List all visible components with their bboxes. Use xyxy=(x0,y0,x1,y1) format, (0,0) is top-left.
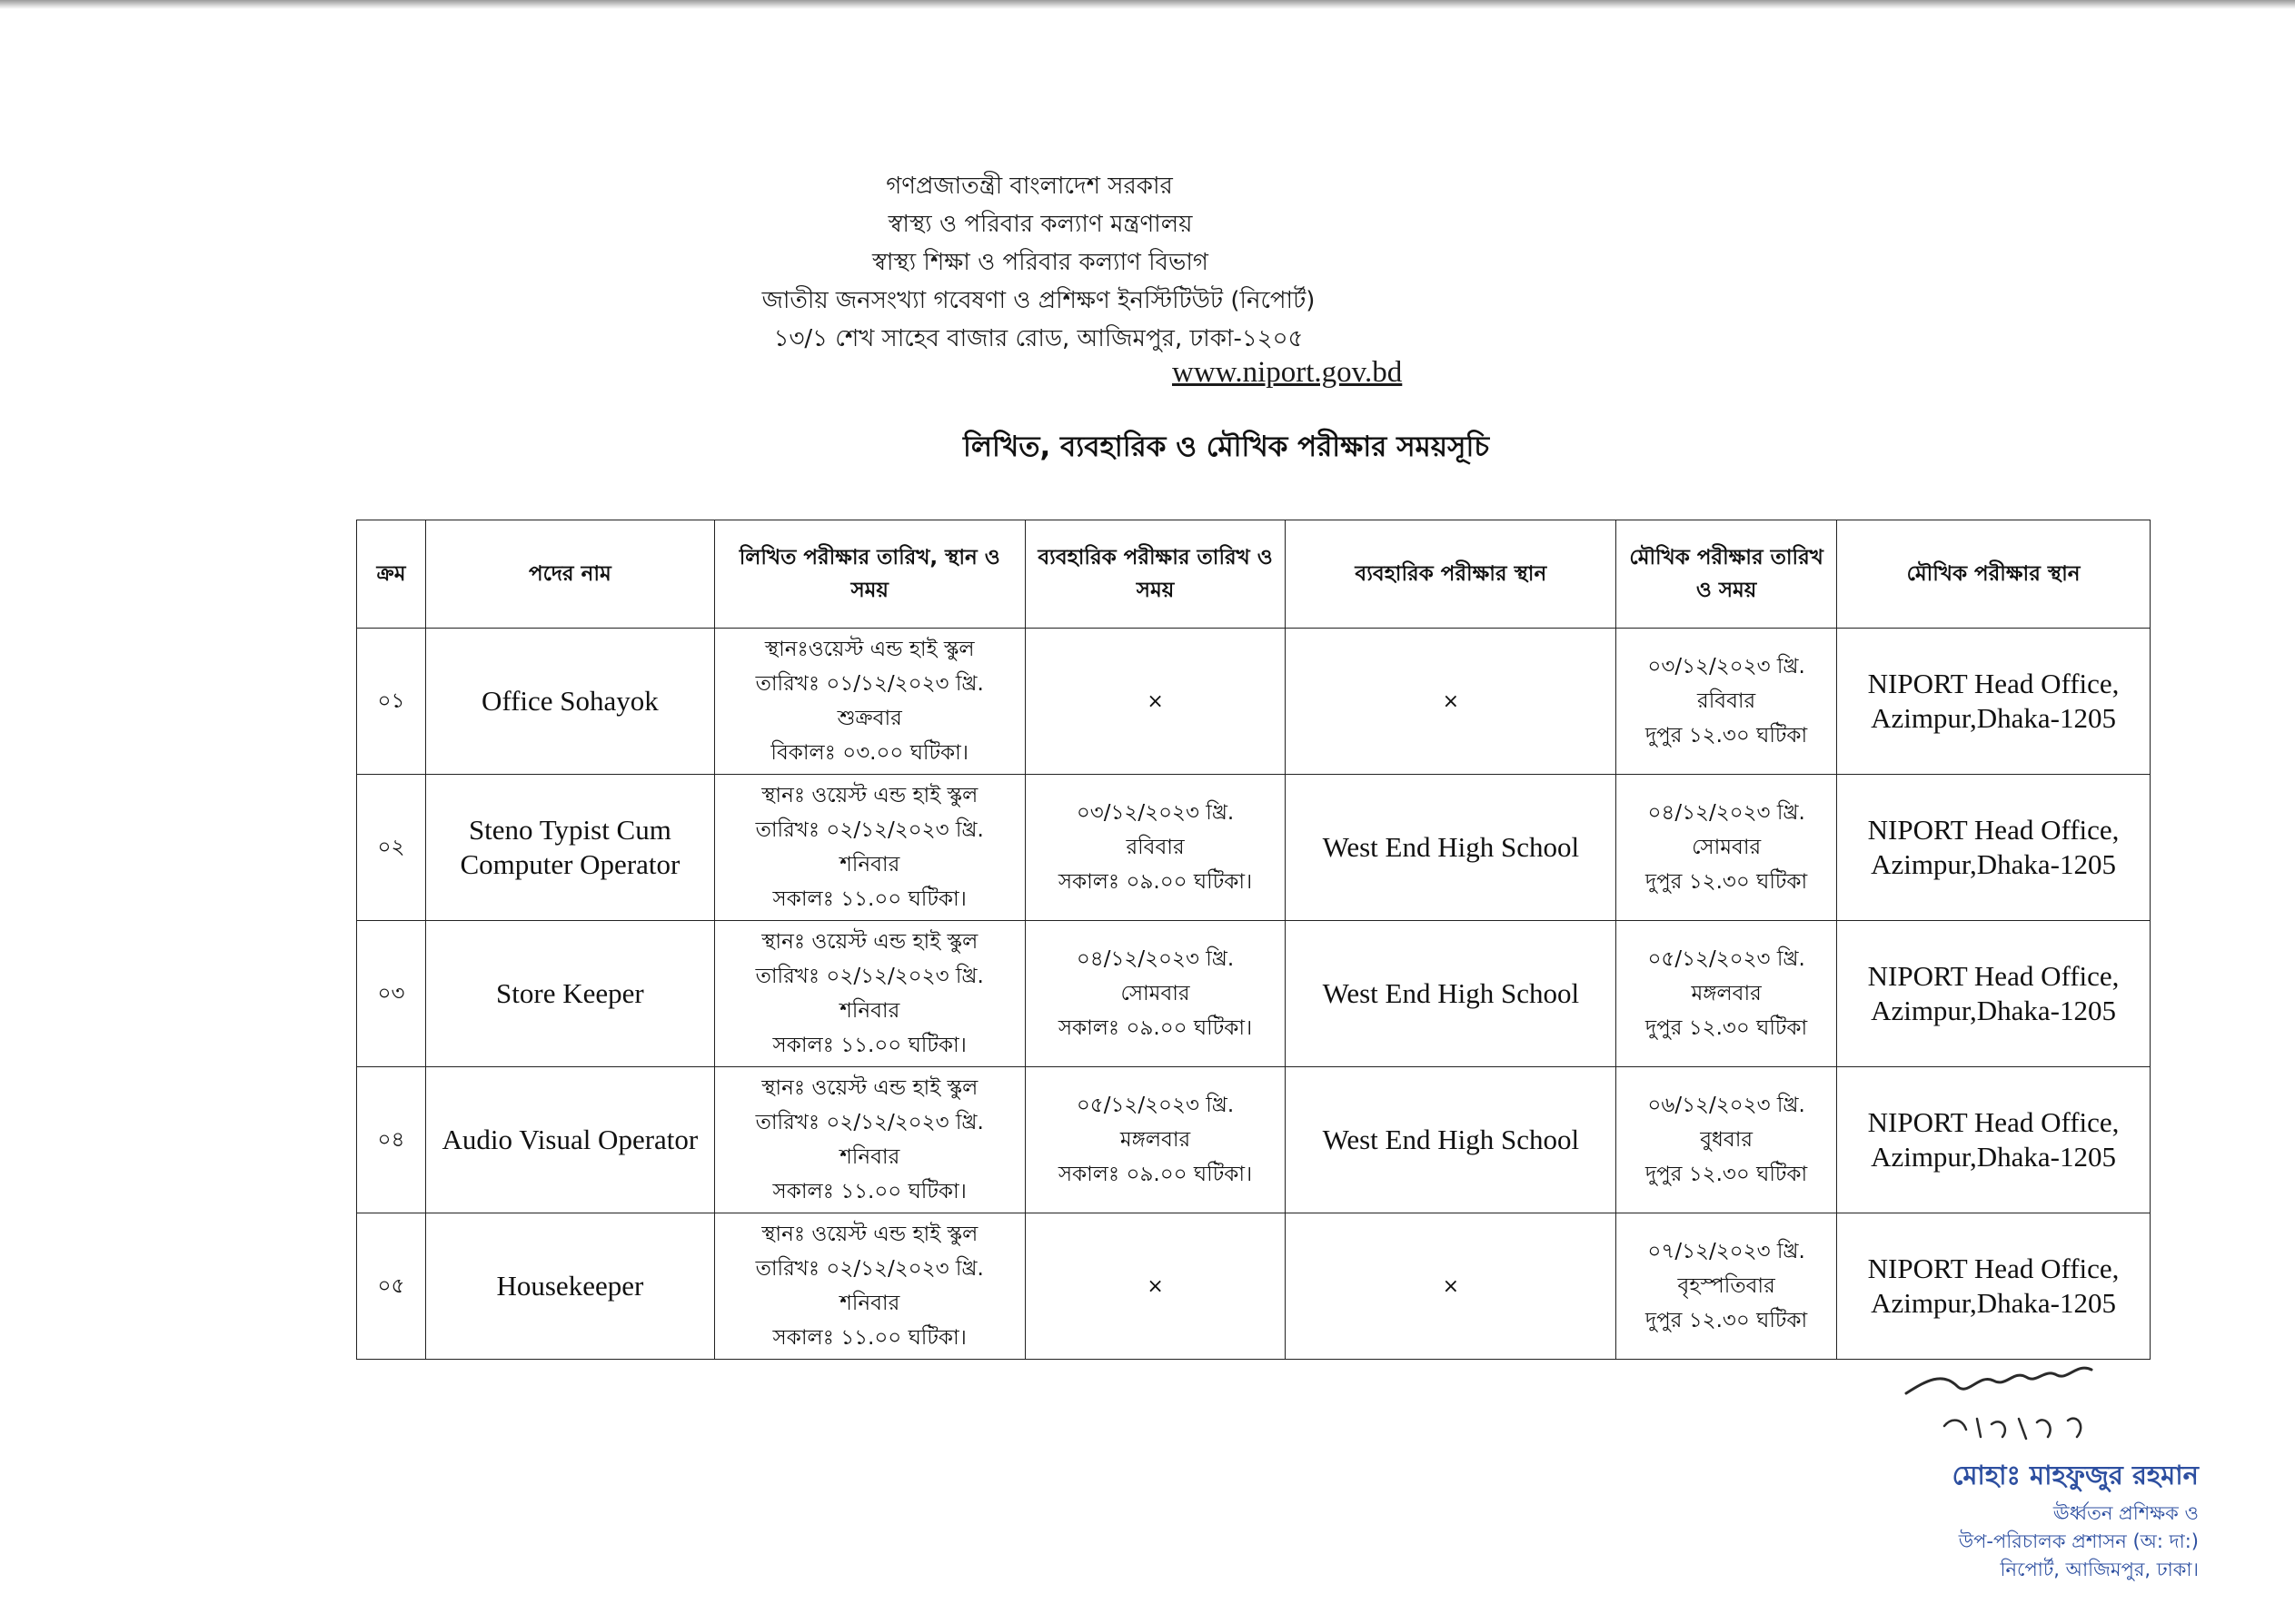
cell-written xyxy=(714,775,1025,921)
table-row xyxy=(357,775,2151,921)
cell-viva-venue xyxy=(1837,921,2151,1067)
viva-time: দুপুর ১২.৩০ ঘটিকা xyxy=(1645,1016,1808,1040)
cell-serial: ০১ xyxy=(357,629,426,775)
officer-title-2: উপ-পরিচালক প্রশাসন (অ: দা:) xyxy=(1958,1530,2199,1552)
practical-day: মঙ্গলবার xyxy=(1119,1128,1191,1152)
cell-written xyxy=(714,1213,1025,1360)
viva-venue-line2: Azimpur,Dhaka-1205 xyxy=(1871,702,2116,734)
col-header-viva-date: মৌখিক পরীক্ষার তারিখ ও সময় xyxy=(1616,520,1837,629)
cell-practical-venue: West End High School xyxy=(1286,921,1616,1067)
cell-viva-venue xyxy=(1837,1213,2151,1360)
cell-written xyxy=(714,1067,1025,1213)
col-header-practical-venue: ব্যবহারিক পরীক্ষার স্থান xyxy=(1286,520,1616,629)
written-day: শনিবার xyxy=(840,999,900,1023)
cell-written xyxy=(714,629,1025,775)
cell-post: Office Sohayok xyxy=(425,629,714,775)
cell-viva-date xyxy=(1616,921,1837,1067)
practical-date: ০৫/১২/২০২৩ খ্রি. xyxy=(1076,1094,1235,1117)
cell-viva-date xyxy=(1616,775,1837,921)
viva-venue-line2: Azimpur,Dhaka-1205 xyxy=(1871,848,2116,880)
written-date: তারিখঃ ০২/১২/২০২৩ খ্রি. xyxy=(755,1111,984,1134)
viva-day: বৃহস্পতিবার xyxy=(1677,1274,1775,1298)
written-time: সকালঃ ১১.০০ ঘটিকা। xyxy=(772,1180,967,1203)
written-time: সকালঃ ১১.০০ ঘটিকা। xyxy=(772,1034,967,1057)
cell-serial: ০৩ xyxy=(357,921,426,1067)
viva-date: ০৫/১২/২০২৩ খ্রি. xyxy=(1647,947,1805,971)
website-link[interactable]: www.niport.gov.bd xyxy=(1172,356,1403,389)
written-day: শনিবার xyxy=(840,1145,900,1169)
written-time: সকালঃ ১১.০০ ঘটিকা। xyxy=(772,887,967,911)
written-day: শনিবার xyxy=(840,853,900,876)
officer-title-1: ঊর্ধ্বতন প্রশিক্ষক ও xyxy=(2052,1502,2199,1524)
viva-venue-line1: NIPORT Head Office, xyxy=(1867,1106,2120,1138)
header-address: ১৩/১ শেখ সাহেব বাজার রোড, আজিমপুর, ঢাকা-১২০৫ xyxy=(773,325,1304,352)
practical-day: সোমবার xyxy=(1120,982,1190,1005)
viva-venue-line1: NIPORT Head Office, xyxy=(1867,1253,2120,1284)
col-header-serial: ক্রম xyxy=(357,520,426,629)
written-date: তারিখঃ ০২/১২/২০২৩ খ্রি. xyxy=(755,965,984,988)
cell-viva-date xyxy=(1616,1067,1837,1213)
viva-day: বুধবার xyxy=(1700,1128,1754,1152)
viva-time: দুপুর ১২.৩০ ঘটিকা xyxy=(1645,1163,1808,1186)
written-day: শুক্রবার xyxy=(837,707,902,730)
cell-viva-venue xyxy=(1837,629,2151,775)
cell-written xyxy=(714,921,1025,1067)
cell-serial: ০৪ xyxy=(357,1067,426,1213)
col-header-viva-venue: মৌখিক পরীক্ষার স্থান xyxy=(1837,520,2151,629)
viva-venue-line2: Azimpur,Dhaka-1205 xyxy=(1871,1141,2116,1173)
practical-date: ০৪/১২/২০২৩ খ্রি. xyxy=(1076,947,1235,971)
cell-viva-date xyxy=(1616,1213,1837,1360)
written-venue: স্থানঃ ওয়েস্ট এন্ড হাই স্কুল xyxy=(761,1223,979,1246)
cell-post: Store Keeper xyxy=(425,921,714,1067)
written-venue: স্থানঃ ওয়েস্ট এন্ড হাই স্কুল xyxy=(761,784,979,807)
cell-serial: ০৫ xyxy=(357,1213,426,1360)
scan-edge xyxy=(0,0,2295,9)
cell-practical-date xyxy=(1025,1067,1286,1213)
cell-practical-venue: × xyxy=(1286,629,1616,775)
viva-venue-line1: NIPORT Head Office, xyxy=(1867,814,2120,846)
viva-time: দুপুর ১২.৩০ ঘটিকা xyxy=(1645,724,1808,748)
written-venue: স্থানঃওয়েস্ট এন্ড হাই স্কুল xyxy=(764,638,975,661)
viva-day: রবিবার xyxy=(1697,689,1756,713)
viva-venue-line2: Azimpur,Dhaka-1205 xyxy=(1871,995,2116,1026)
header-division: স্বাস্থ্য শিক্ষা ও পরিবার কল্যাণ বিভাগ xyxy=(872,249,1208,276)
viva-date: ০৬/১২/২০২৩ খ্রি. xyxy=(1647,1094,1805,1117)
table-row xyxy=(357,629,2151,775)
practical-time: সকালঃ ০৯.০০ ঘটিকা। xyxy=(1058,1016,1253,1040)
cell-practical-venue: West End High School xyxy=(1286,775,1616,921)
cell-practical-date: × xyxy=(1025,629,1286,775)
handwritten-signature xyxy=(1890,1353,2126,1453)
cell-viva-venue xyxy=(1837,1067,2151,1213)
written-venue: স্থানঃ ওয়েস্ট এন্ড হাই স্কুল xyxy=(761,930,979,954)
practical-time: সকালঃ ০৯.০০ ঘটিকা। xyxy=(1058,1163,1253,1186)
cell-viva-venue xyxy=(1837,775,2151,921)
officer-stamp xyxy=(1853,1455,2199,1584)
cell-practical-venue: × xyxy=(1286,1213,1616,1360)
col-header-practical-date: ব্যবহারিক পরীক্ষার তারিখ ও সময় xyxy=(1025,520,1286,629)
table-header-row xyxy=(357,520,2151,629)
cell-practical-date xyxy=(1025,775,1286,921)
table-row xyxy=(357,921,2151,1067)
cell-serial: ০২ xyxy=(357,775,426,921)
viva-time: দুপুর ১২.৩০ ঘটিকা xyxy=(1645,1309,1808,1332)
cell-practical-date xyxy=(1025,921,1286,1067)
officer-name: মোহাঃ মাহফুজুর রহমান xyxy=(1952,1460,2199,1490)
written-time: সকালঃ ১১.০০ ঘটিকা। xyxy=(772,1326,967,1350)
written-date: তারিখঃ ০২/১২/২০২৩ খ্রি. xyxy=(755,1257,984,1281)
viva-date: ০৪/১২/২০২৩ খ্রি. xyxy=(1647,801,1805,825)
practical-day: রবিবার xyxy=(1126,836,1185,859)
col-header-post: পদের নাম xyxy=(425,520,714,629)
table-row xyxy=(357,1213,2151,1360)
viva-date: ০৭/১২/২০২৩ খ্রি. xyxy=(1647,1240,1805,1263)
page-title: লিখিত, ব্যবহারিক ও মৌখিক পরীক্ষার সময়সূচি xyxy=(963,431,1490,463)
viva-date: ০৩/১২/২০২৩ খ্রি. xyxy=(1647,655,1805,678)
written-date: তারিখঃ ০২/১২/২০২৩ খ্রি. xyxy=(755,818,984,842)
viva-time: দুপুর ১২.৩০ ঘটিকা xyxy=(1645,870,1808,894)
header-institute: জাতীয় জনসংখ্যা গবেষণা ও প্রশিক্ষণ ইনস্টিটিউট (নিপোর্ট) xyxy=(761,287,1316,314)
cell-practical-venue: West End High School xyxy=(1286,1067,1616,1213)
col-header-written: লিখিত পরীক্ষার তারিখ, স্থান ও সময় xyxy=(714,520,1025,629)
viva-venue-line2: Azimpur,Dhaka-1205 xyxy=(1871,1287,2116,1319)
written-time: বিকালঃ ০৩.০০ ঘটিকা। xyxy=(770,741,969,765)
cell-viva-date xyxy=(1616,629,1837,775)
cell-post: Audio Visual Operator xyxy=(425,1067,714,1213)
viva-day: সোমবার xyxy=(1692,836,1762,859)
written-date: তারিখঃ ০১/১২/২০২৩ খ্রি. xyxy=(755,672,984,696)
practical-date: ০৩/১২/২০২৩ খ্রি. xyxy=(1076,801,1235,825)
written-day: শনিবার xyxy=(840,1292,900,1315)
cell-practical-date: × xyxy=(1025,1213,1286,1360)
header-government: গণপ্রজাতন্ত্রী বাংলাদেশ সরকার xyxy=(886,173,1173,200)
viva-venue-line1: NIPORT Head Office, xyxy=(1867,668,2120,699)
exam-schedule-table xyxy=(356,520,2151,1360)
header-ministry: স্বাস্থ্য ও পরিবার কল্যাণ মন্ত্রণালয় xyxy=(888,211,1193,238)
written-venue: স্থানঃ ওয়েস্ট এন্ড হাই স্কুল xyxy=(761,1076,979,1100)
practical-time: সকালঃ ০৯.০০ ঘটিকা। xyxy=(1058,870,1253,894)
cell-post: Steno Typist Cum Computer Operator xyxy=(425,775,714,921)
viva-day: মঙ্গলবার xyxy=(1691,982,1762,1005)
table-row xyxy=(357,1067,2151,1213)
officer-office: নিপোর্ট, আজিমপুর, ঢাকা। xyxy=(2000,1559,2199,1580)
viva-venue-line1: NIPORT Head Office, xyxy=(1867,960,2120,992)
cell-post: Housekeeper xyxy=(425,1213,714,1360)
